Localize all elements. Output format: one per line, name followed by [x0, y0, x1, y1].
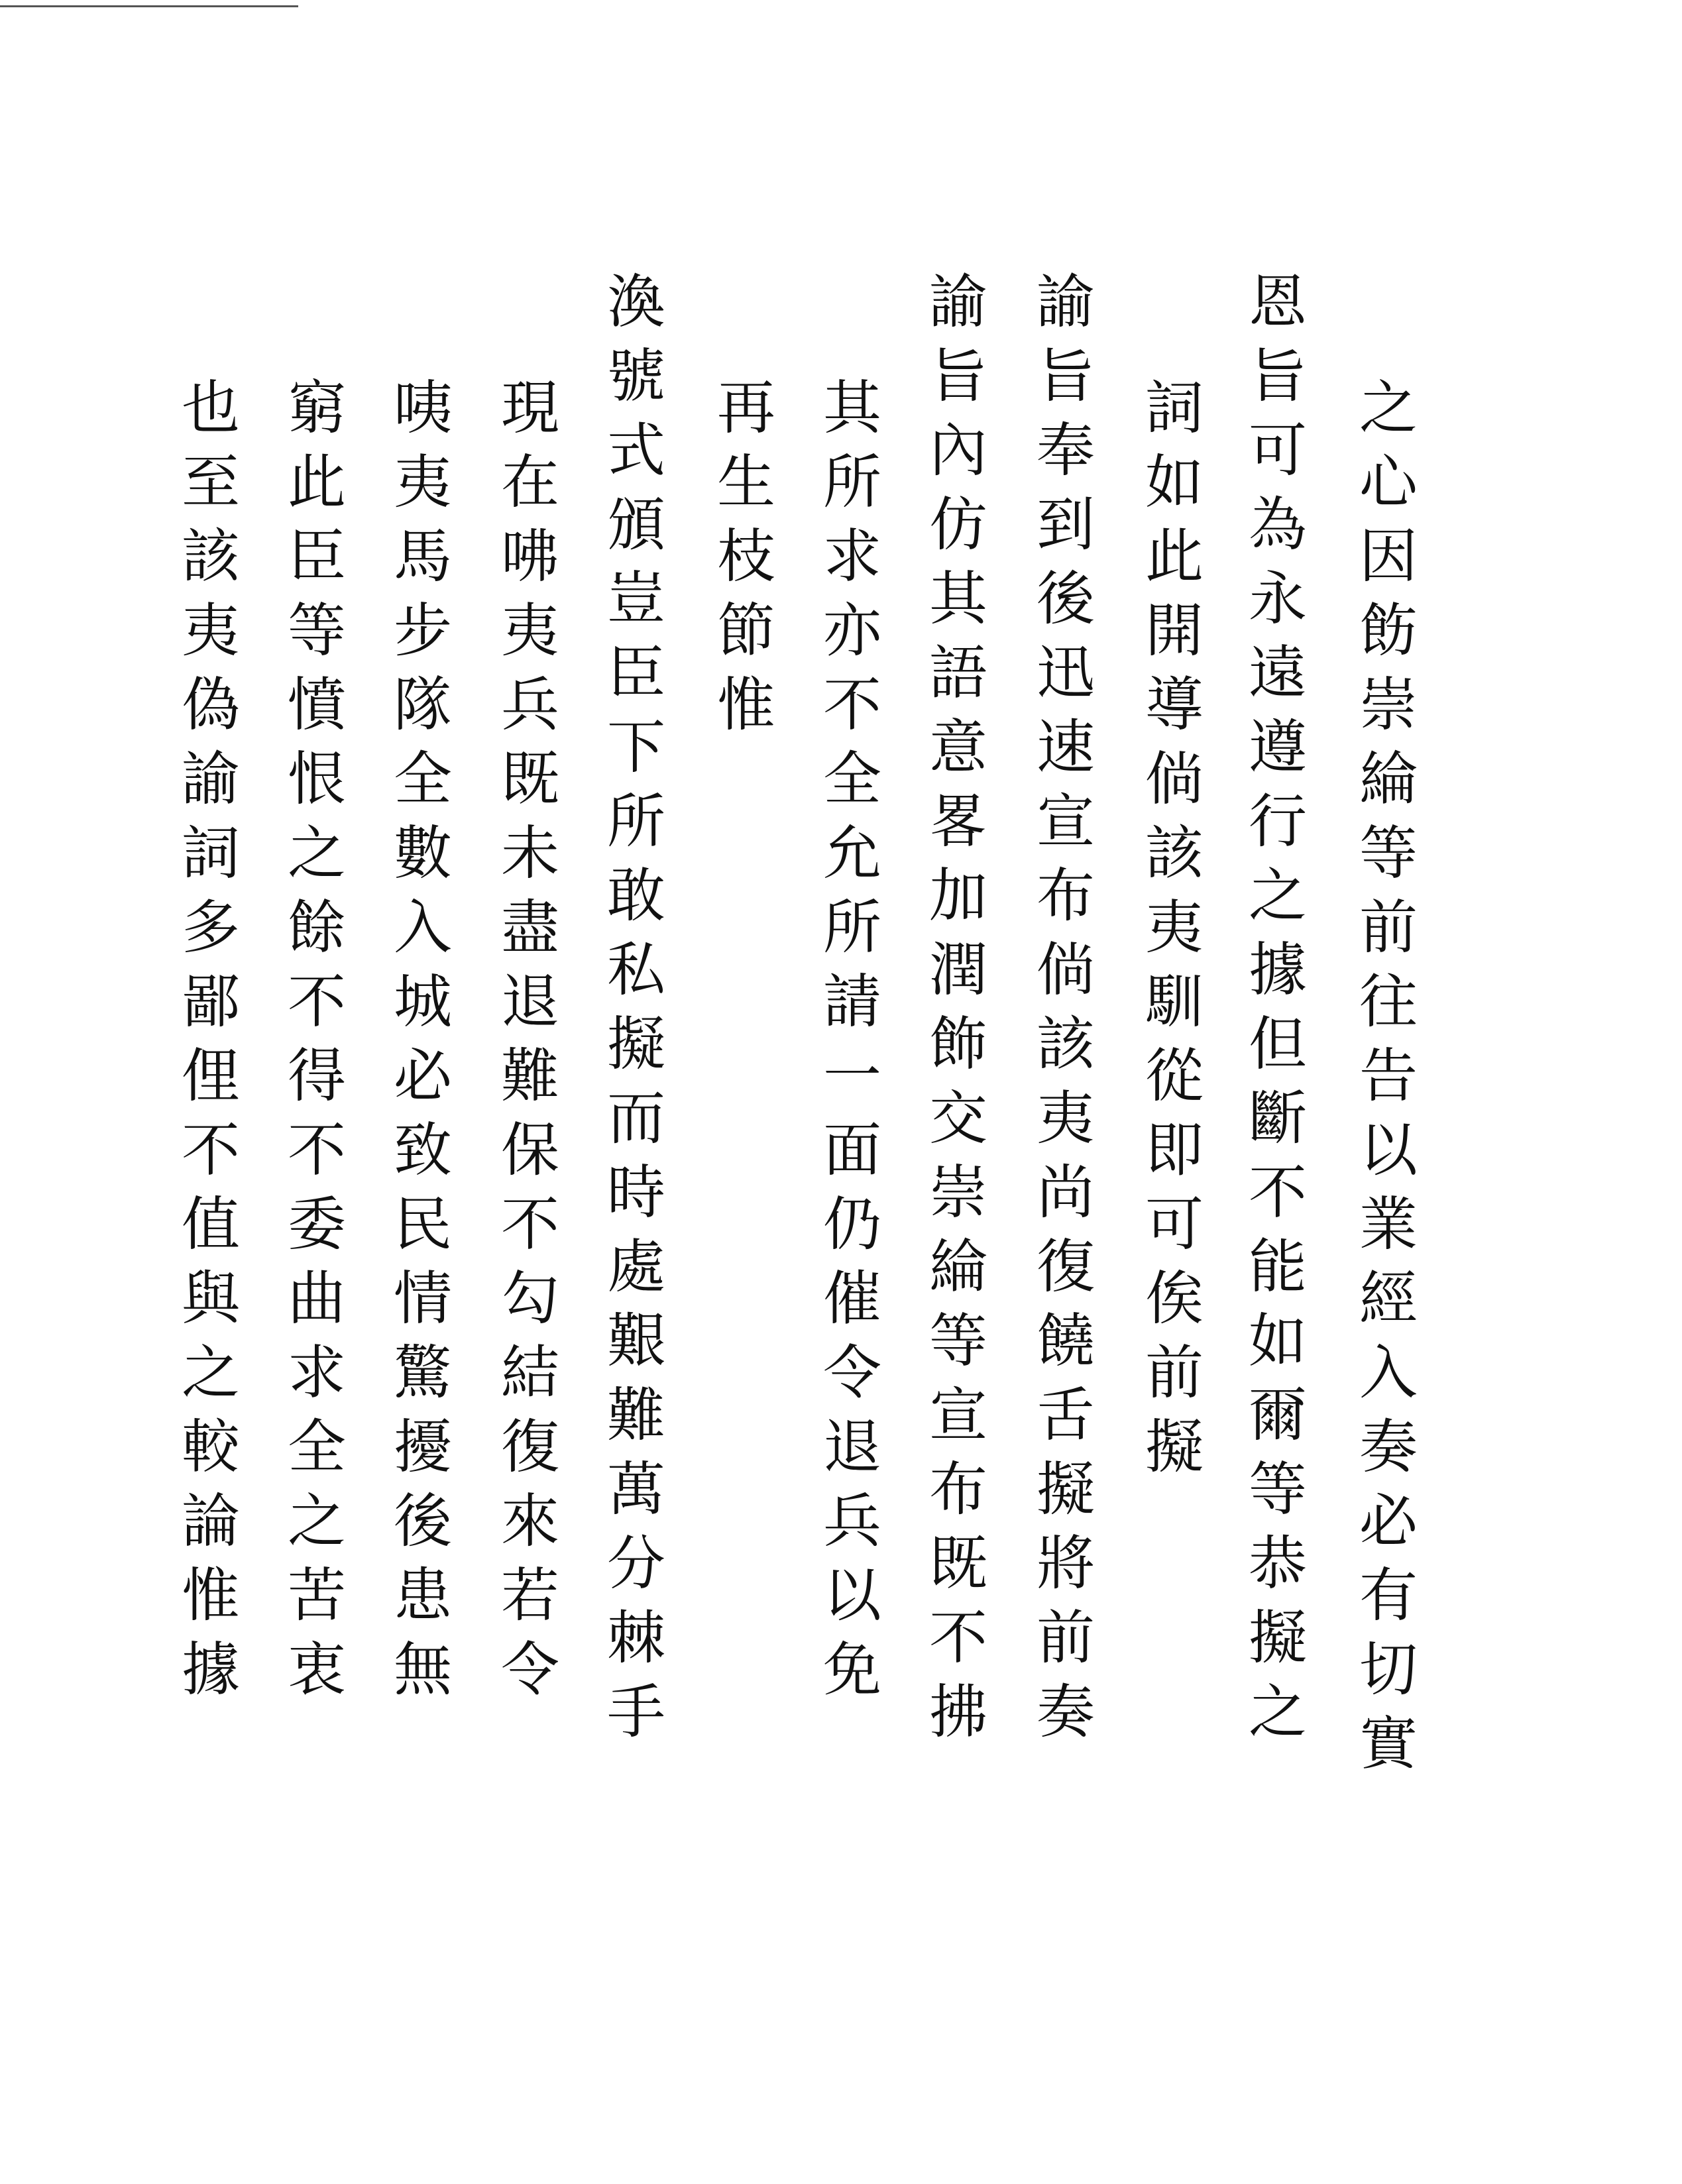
text-glyph: 頒: [606, 490, 665, 559]
text-glyph: 詞: [1145, 374, 1204, 442]
text-glyph: 遵: [1248, 713, 1307, 781]
text-glyph: 若: [500, 1561, 559, 1629]
text-glyph: 該: [181, 522, 240, 590]
text-glyph: 難: [500, 1042, 559, 1110]
text-glyph: 之: [1248, 1678, 1307, 1746]
text-column: [490, 371, 570, 1707]
text-column: [1349, 371, 1428, 1781]
text-glyph: 兵: [822, 1487, 881, 1555]
text-glyph: 必: [393, 1042, 452, 1110]
text-glyph: 與: [181, 1264, 240, 1333]
text-glyph: 不: [287, 967, 346, 1036]
text-glyph: 切: [1359, 1635, 1418, 1704]
text-glyph: 諭: [1036, 268, 1095, 336]
text-glyph: 經: [1359, 1264, 1418, 1333]
scan-edge-rule: [0, 5, 298, 7]
text-glyph: 意: [928, 713, 987, 781]
text-glyph: 惟: [181, 1561, 240, 1629]
text-glyph: 為: [1248, 490, 1307, 559]
text-glyph: 前: [1036, 1604, 1095, 1672]
text-glyph: 也: [181, 374, 240, 442]
text-glyph: 令: [500, 1635, 559, 1704]
text-glyph: 語: [928, 639, 987, 707]
text-glyph: 倘: [1036, 936, 1095, 1004]
text-glyph: 該: [1036, 1010, 1095, 1078]
text-glyph: 棘: [606, 1604, 665, 1672]
text-glyph: 如: [1248, 1307, 1307, 1375]
text-glyph: 患: [393, 1561, 452, 1629]
text-glyph: 饒: [1036, 1307, 1095, 1375]
text-glyph: 全: [822, 745, 881, 813]
text-glyph: 咈: [500, 522, 559, 590]
text-column: [277, 371, 357, 1707]
text-glyph: 該: [1145, 819, 1204, 887]
text-glyph: 導: [1145, 671, 1204, 739]
text-glyph: 窮: [287, 374, 346, 442]
text-glyph: 豈: [606, 565, 665, 633]
text-glyph: 如: [1145, 448, 1204, 516]
text-glyph: 後: [1036, 565, 1095, 633]
text-glyph: 處: [606, 1232, 665, 1301]
text-column: [706, 371, 786, 742]
text-glyph: 入: [1359, 1338, 1418, 1407]
text-glyph: 復: [1036, 1232, 1095, 1301]
text-glyph: 不: [181, 1116, 240, 1184]
text-glyph: 令: [822, 1338, 881, 1407]
text-glyph: 枝: [716, 522, 775, 590]
text-glyph: 潤: [928, 936, 987, 1004]
text-glyph: 告: [1359, 1042, 1418, 1110]
text-glyph: 結: [500, 1338, 559, 1407]
text-glyph: 萬: [606, 1455, 665, 1523]
text-glyph: 求: [287, 1338, 346, 1407]
text-glyph: 求: [822, 522, 881, 590]
text-glyph: 業: [1359, 1190, 1418, 1258]
text-glyph: 宣: [928, 1381, 987, 1449]
text-glyph: 手: [606, 1678, 665, 1746]
text-glyph: 下: [606, 713, 665, 781]
text-glyph: 免: [822, 1635, 881, 1704]
text-glyph: 步: [393, 596, 452, 665]
text-glyph: 擾: [393, 1413, 452, 1481]
text-glyph: 以: [822, 1561, 881, 1629]
text-glyph: 艱: [606, 1307, 665, 1375]
text-glyph: 數: [393, 819, 452, 887]
text-glyph: 俟: [1145, 1264, 1204, 1333]
text-glyph: 全: [393, 745, 452, 813]
text-glyph: 等: [1359, 819, 1418, 887]
text-glyph: 綸: [928, 1232, 987, 1301]
text-glyph: 拂: [928, 1678, 987, 1746]
text-glyph: 鄙: [181, 967, 240, 1036]
text-glyph: 爾: [1248, 1381, 1307, 1449]
text-glyph: 有: [1359, 1561, 1418, 1629]
text-glyph: 奏: [1036, 1678, 1095, 1746]
text-glyph: 一: [822, 1042, 881, 1110]
text-glyph: 時: [606, 1158, 665, 1227]
text-glyph: 馴: [1145, 967, 1204, 1036]
text-glyph: 交: [928, 1084, 987, 1152]
text-glyph: 請: [822, 967, 881, 1036]
text-glyph: 隊: [393, 671, 452, 739]
text-glyph: 後: [393, 1487, 452, 1555]
text-glyph: 不: [500, 1190, 559, 1258]
text-glyph: 奏: [1359, 1413, 1418, 1481]
text-glyph: 之: [287, 819, 346, 887]
text-glyph: 此: [287, 448, 346, 516]
text-glyph: 私: [606, 936, 665, 1004]
text-glyph: 所: [822, 893, 881, 961]
text-glyph: 值: [181, 1190, 240, 1258]
text-glyph: 不: [822, 671, 881, 739]
text-glyph: 飾: [928, 1010, 987, 1078]
text-glyph: 布: [1036, 861, 1095, 930]
text-glyph: 布: [928, 1455, 987, 1523]
text-glyph: 餘: [287, 893, 346, 961]
text-glyph: 較: [181, 1413, 240, 1481]
text-glyph: 無: [393, 1635, 452, 1704]
text-glyph: 崇: [1359, 671, 1418, 739]
scan-mark: [825, 2086, 891, 2102]
text-glyph: 敢: [606, 861, 665, 930]
text-glyph: 此: [1145, 522, 1204, 590]
text-column: [1026, 265, 1105, 1749]
text-glyph: 俚: [181, 1042, 240, 1110]
text-glyph: 行: [1248, 787, 1307, 855]
text-glyph: 生: [716, 448, 775, 516]
text-glyph: 多: [181, 893, 240, 961]
text-glyph: 渙: [606, 268, 665, 336]
text-glyph: 畧: [928, 787, 987, 855]
text-glyph: 亦: [822, 596, 881, 665]
text-glyph: 全: [287, 1413, 346, 1481]
text-glyph: 旨: [928, 342, 987, 410]
text-glyph: 永: [1248, 565, 1307, 633]
text-glyph: 舌: [1036, 1381, 1095, 1449]
text-glyph: 等: [1248, 1455, 1307, 1523]
text-glyph: 委: [287, 1190, 346, 1258]
text-glyph: 到: [1036, 490, 1095, 559]
text-column: [596, 265, 676, 1749]
text-glyph: 夷: [393, 448, 452, 516]
text-glyph: 得: [287, 1042, 346, 1110]
text-glyph: 臣: [606, 639, 665, 707]
text-glyph: 再: [716, 374, 775, 442]
text-glyph: 偽: [181, 671, 240, 739]
text-glyph: 諭: [181, 745, 240, 813]
text-glyph: 以: [1359, 1116, 1418, 1184]
text-glyph: 面: [822, 1116, 881, 1184]
text-glyph: 其: [928, 565, 987, 633]
text-glyph: 諭: [928, 268, 987, 336]
text-glyph: 既: [928, 1529, 987, 1598]
text-glyph: 衷: [287, 1635, 346, 1704]
text-glyph: 尚: [1036, 1158, 1095, 1227]
text-glyph: 勾: [500, 1264, 559, 1333]
text-column: [813, 371, 892, 1707]
text-glyph: 擬: [606, 1010, 665, 1078]
text-glyph: 不: [1248, 1158, 1307, 1227]
text-glyph: 保: [500, 1116, 559, 1184]
text-glyph: 不: [928, 1604, 987, 1672]
text-glyph: 之: [181, 1338, 240, 1407]
text-column: [383, 371, 463, 1707]
text-glyph: 可: [1145, 1190, 1204, 1258]
text-column: [171, 371, 251, 1707]
text-glyph: 夷: [1036, 1084, 1095, 1152]
text-glyph: 惟: [716, 671, 775, 739]
text-glyph: 將: [1036, 1529, 1095, 1598]
text-glyph: 來: [500, 1487, 559, 1555]
text-glyph: 曲: [287, 1264, 346, 1333]
text-glyph: 從: [1145, 1042, 1204, 1110]
text-glyph: 仍: [822, 1190, 881, 1258]
text-glyph: 在: [500, 448, 559, 516]
text-column: [1238, 265, 1318, 1749]
text-glyph: 不: [287, 1116, 346, 1184]
text-glyph: 飭: [1359, 596, 1418, 665]
text-glyph: 崇: [928, 1158, 987, 1227]
text-glyph: 臣: [287, 522, 346, 590]
text-glyph: 城: [393, 967, 452, 1036]
text-glyph: 據: [1248, 936, 1307, 1004]
text-glyph: 可: [1248, 416, 1307, 484]
text-column: [919, 265, 998, 1749]
text-glyph: 其: [822, 374, 881, 442]
text-glyph: 夷: [181, 596, 240, 665]
text-glyph: 所: [606, 787, 665, 855]
text-glyph: 前: [1359, 893, 1418, 961]
text-glyph: 現: [500, 374, 559, 442]
text-glyph: 能: [1248, 1232, 1307, 1301]
text-glyph: 之: [287, 1487, 346, 1555]
text-glyph: 憤: [287, 671, 346, 739]
text-glyph: 恭: [1248, 1529, 1307, 1598]
text-glyph: 允: [822, 819, 881, 887]
text-glyph: 斷: [1248, 1084, 1307, 1152]
text-glyph: 等: [287, 596, 346, 665]
text-glyph: 民: [393, 1190, 452, 1258]
text-glyph: 分: [606, 1529, 665, 1598]
text-glyph: 驚: [393, 1338, 452, 1407]
text-glyph: 難: [606, 1381, 665, 1449]
text-glyph: 兵: [500, 671, 559, 739]
text-glyph: 馬: [393, 522, 452, 590]
text-glyph: 奉: [1036, 416, 1095, 484]
text-glyph: 未: [500, 819, 559, 887]
text-column: [1135, 371, 1214, 1484]
text-glyph: 苦: [287, 1561, 346, 1629]
text-glyph: 因: [1359, 522, 1418, 590]
text-glyph: 加: [928, 861, 987, 930]
text-glyph: 開: [1145, 596, 1204, 665]
text-glyph: 即: [1145, 1116, 1204, 1184]
text-glyph: 情: [393, 1264, 452, 1333]
text-glyph: 退: [822, 1413, 881, 1481]
text-glyph: 迅: [1036, 639, 1095, 707]
text-glyph: 擬: [1248, 1604, 1307, 1672]
text-glyph: 旨: [1036, 342, 1095, 410]
text-glyph: 入: [393, 893, 452, 961]
text-glyph: 內: [928, 416, 987, 484]
text-glyph: 咦: [393, 374, 452, 442]
text-glyph: 宣: [1036, 787, 1095, 855]
text-glyph: 但: [1248, 1010, 1307, 1078]
text-glyph: 恨: [287, 745, 346, 813]
text-glyph: 所: [822, 448, 881, 516]
text-glyph: 等: [928, 1307, 987, 1375]
text-glyph: 遠: [1248, 639, 1307, 707]
text-glyph: 復: [500, 1413, 559, 1481]
text-glyph: 往: [1359, 967, 1418, 1036]
text-glyph: 速: [1036, 713, 1095, 781]
text-glyph: 節: [716, 596, 775, 665]
text-glyph: 擬: [1036, 1455, 1095, 1523]
text-glyph: 前: [1145, 1338, 1204, 1407]
text-glyph: 詞: [181, 819, 240, 887]
text-glyph: 退: [500, 967, 559, 1036]
text-glyph: 之: [1248, 861, 1307, 930]
text-glyph: 擬: [1145, 1413, 1204, 1481]
text-glyph: 心: [1359, 448, 1418, 516]
text-glyph: 式: [606, 416, 665, 484]
text-glyph: 必: [1359, 1487, 1418, 1555]
text-glyph: 既: [500, 745, 559, 813]
text-glyph: 致: [393, 1116, 452, 1184]
text-glyph: 催: [822, 1264, 881, 1333]
text-glyph: 旨: [1248, 342, 1307, 410]
text-glyph: 綸: [1359, 745, 1418, 813]
text-glyph: 倘: [1145, 745, 1204, 813]
text-glyph: 實: [1359, 1710, 1418, 1778]
text-glyph: 論: [181, 1487, 240, 1555]
text-glyph: 至: [181, 448, 240, 516]
text-glyph: 仿: [928, 490, 987, 559]
text-glyph: 恩: [1248, 268, 1307, 336]
text-glyph: 夷: [1145, 893, 1204, 961]
text-glyph: 之: [1359, 374, 1418, 442]
text-glyph: 而: [606, 1084, 665, 1152]
text-glyph: 據: [181, 1635, 240, 1704]
text-glyph: 盡: [500, 893, 559, 961]
text-glyph: 夷: [500, 596, 559, 665]
text-glyph: 號: [606, 342, 665, 410]
